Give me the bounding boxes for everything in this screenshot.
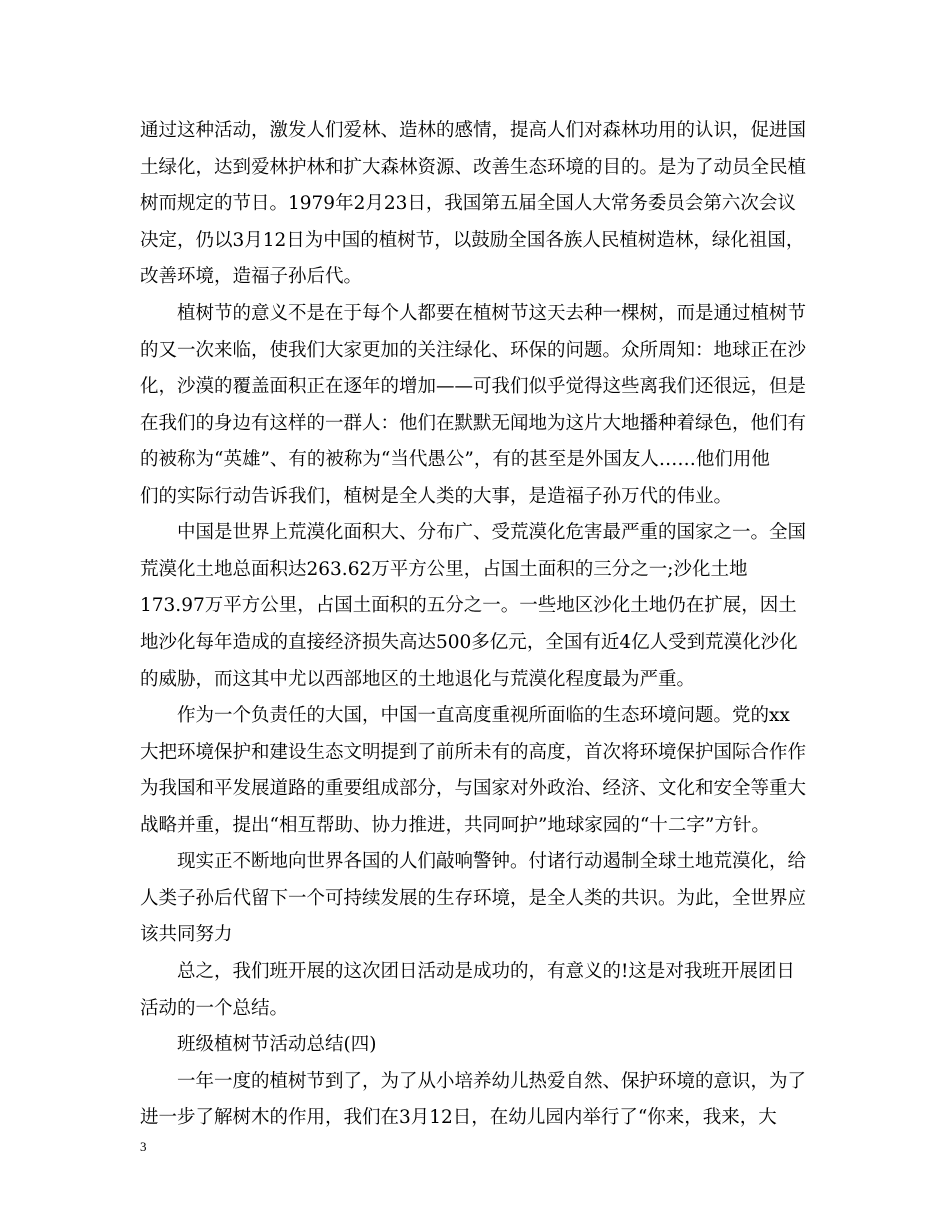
text-line: 通过这种活动，激发人们爱林、造林的感情，提高人们对森林功用的认识，促进国 (140, 120, 807, 141)
text-line: 的被称为“英雄”、有的被称为“当代愚公”，有的甚至是外国友人……他们用他 (140, 449, 770, 470)
text-line: 荒漠化土地总面积达263.62万平方公里，占国土面积的三分之一;沙化土地 (140, 559, 748, 580)
text-line: 土绿化，达到爱林护林和扩大森林资源、改善生态环境的目的。是为了动员全民植 (140, 157, 807, 178)
text-line: 的威胁，而这其中尤以西部地区的土地退化与荒漠化程度最为严重。 (140, 669, 696, 690)
text-line: 化，沙漠的覆盖面积正在逐年的增加——可我们似乎觉得这些离我们还很远，但是 (140, 376, 807, 397)
text-line: 改善环境，造福子孙后代。 (140, 266, 363, 287)
text-line: 的又一次来临，使我们大家更加的关注绿化、环保的问题。众所周知：地球正在沙 (140, 340, 807, 361)
text-line: 们的实际行动告诉我们，植树是全人类的大事，是造福子孙万代的伟业。 (140, 486, 733, 507)
text-line: 人类子孙后代留下一个可持续发展的生存环境，是全人类的共识。为此，全世界应 (140, 888, 807, 909)
text-line: 一年一度的植树节到了，为了从小培养幼儿热爱自然、保护环境的意识，为了 (177, 1071, 807, 1092)
text-line: 大把环境保护和建设生态文明提到了前所未有的高度，首次将环境保护国际合作作 (140, 742, 807, 763)
text-line: 作为一个负责任的大国，中国一直高度重视所面临的生态环境问题。党的xx (177, 705, 790, 726)
section-heading: 班级植树节活动总结(四) (177, 1034, 377, 1055)
text-line: 活动的一个总结。 (140, 998, 289, 1019)
text-line: 植树节的意义不是在于每个人都要在植树节这天去种一棵树，而是通过植树节 (177, 303, 807, 324)
text-line: 战略并重，提出“相互帮助、协力推进，共同呵护”地球家园的“十二字”方针。 (140, 815, 770, 836)
text-line: 地沙化每年造成的直接经济损失高达500多亿元，全国有近4亿人受到荒漠化沙化 (140, 632, 798, 653)
text-line: 在我们的身边有这样的一群人：他们在默默无闻地为这片大地播种着绿色，他们有 (140, 413, 807, 434)
text-line: 进一步了解树木的作用，我们在3月12日，在幼儿园内举行了“你来，我来，大 (140, 1107, 777, 1128)
text-line: 总之，我们班开展的这次团日活动是成功的，有意义的!这是对我班开展团日 (177, 961, 795, 982)
text-line: 该共同努力 (140, 924, 233, 945)
text-line: 决定，仍以3月12日为中国的植树节，以鼓励全国各族人民植树造林，绿化祖国， (140, 230, 805, 251)
text-line: 173.97万平方公里，占国土面积的五分之一。一些地区沙化土地仍在扩展，因土 (140, 595, 797, 616)
text-line: 中国是世界上荒漠化面积大、分布广、受荒漠化危害最严重的国家之一。全国 (177, 522, 807, 543)
page-number: 3 (140, 1139, 147, 1154)
text-line: 为我国和平发展道路的重要组成部分，与国家对外政治、经济、文化和安全等重大 (140, 778, 807, 799)
text-line: 树而规定的节日。1979年2月23日，我国第五届全国人大常务委员会第六次会议 (140, 193, 796, 214)
text-line: 现实正不断地向世界各国的人们敲响警钟。付诸行动遏制全球土地荒漠化，给 (177, 851, 807, 872)
